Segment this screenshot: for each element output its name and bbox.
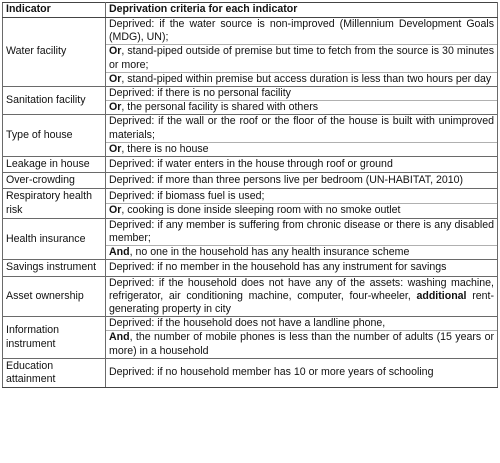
criteria-text: Deprived: if no household member has 10 or more years of schooling bbox=[109, 366, 434, 379]
criteria-text: Deprived: if more than three persons live per bedroom (UN-HABITAT, 2010) bbox=[109, 174, 464, 187]
criteria-line bbox=[106, 317, 497, 330]
header-criteria: Deprivation criteria for each indicator bbox=[106, 3, 498, 18]
criteria-line bbox=[106, 87, 497, 100]
criteria-cell bbox=[106, 218, 498, 260]
table-row bbox=[3, 115, 498, 157]
indicator-cell: Education attainment bbox=[3, 358, 106, 387]
criteria-text: Deprived: if biomass fuel is used; bbox=[109, 189, 265, 202]
table-row bbox=[3, 260, 498, 276]
criteria-line bbox=[106, 277, 497, 317]
table-row bbox=[3, 358, 498, 387]
criteria-text: , no one in the household has any health insurance scheme bbox=[129, 246, 410, 259]
criteria-text: , the personal facility is shared with others bbox=[121, 101, 319, 114]
criteria-line bbox=[106, 158, 497, 171]
criteria-line bbox=[106, 261, 497, 274]
criteria-cell bbox=[106, 87, 498, 115]
indicator-cell: Type of house bbox=[3, 115, 106, 157]
deprivation-criteria-table bbox=[2, 2, 498, 388]
table-row bbox=[3, 317, 498, 359]
table-row bbox=[3, 189, 498, 218]
criteria-line bbox=[106, 366, 497, 379]
criteria-line bbox=[106, 142, 497, 156]
criteria-text: Deprived: if there is no personal facility bbox=[109, 87, 291, 100]
criteria-text: , the number of mobile phones is less than the number of adults (15 years or more) in a household bbox=[109, 331, 494, 357]
criteria-cell bbox=[106, 157, 498, 173]
criteria-line bbox=[106, 44, 497, 71]
emphasis-word: additional bbox=[416, 289, 467, 302]
table-row bbox=[3, 87, 498, 115]
criteria-text: Deprived: if the wall or the roof or the floor of the house is built with unimproved materials; bbox=[109, 115, 494, 141]
criteria-line bbox=[106, 18, 497, 44]
header-indicator: Indicator bbox=[3, 3, 106, 18]
indicator-cell: Leakage in house bbox=[3, 157, 106, 173]
criteria-cell bbox=[106, 115, 498, 157]
indicator-cell: Sanitation facility bbox=[3, 87, 106, 115]
indicator-cell: Savings instrument bbox=[3, 260, 106, 276]
criteria-text: , stand-piped outside of premise but time to fetch from the source is 30 minutes or more; bbox=[109, 45, 494, 71]
indicator-cell: Over-crowding bbox=[3, 173, 106, 189]
criteria-cell bbox=[106, 260, 498, 276]
criteria-line bbox=[106, 219, 497, 245]
connector-word: Or bbox=[109, 45, 122, 58]
table-row bbox=[3, 218, 498, 260]
criteria-text: Deprived: if the household does not have a landline phone, bbox=[109, 317, 386, 330]
indicator-cell: Information instrument bbox=[3, 317, 106, 359]
criteria-text: , stand-piped within premise but access duration is less than two hours per day bbox=[121, 72, 492, 85]
table-body bbox=[3, 18, 498, 388]
criteria-text: Deprived: if the household does not have any of the assets: washing machine, refrigerator, air conditioning machine, computer, four-wheeler, bbox=[109, 276, 494, 302]
criteria-line bbox=[106, 190, 497, 203]
criteria-line bbox=[106, 245, 497, 259]
criteria-cell bbox=[106, 189, 498, 218]
connector-word: Or bbox=[109, 101, 122, 114]
criteria-line bbox=[106, 100, 497, 114]
criteria-cell bbox=[106, 276, 498, 317]
table-row bbox=[3, 18, 498, 87]
criteria-line bbox=[106, 72, 497, 86]
connector-word: Or bbox=[109, 204, 122, 217]
table-row bbox=[3, 173, 498, 189]
criteria-cell bbox=[106, 173, 498, 189]
header-row bbox=[3, 3, 498, 18]
indicator-cell: Water facility bbox=[3, 18, 106, 87]
criteria-line bbox=[106, 203, 497, 217]
criteria-text: Deprived: if any member is suffering from chronic disease or there is any disabled member; bbox=[109, 218, 494, 245]
criteria-cell bbox=[106, 358, 498, 387]
criteria-line bbox=[106, 115, 497, 141]
connector-word: Or bbox=[109, 72, 122, 85]
connector-word: And bbox=[109, 331, 130, 344]
criteria-cell bbox=[106, 18, 498, 87]
connector-word: Or bbox=[109, 142, 122, 155]
connector-word: And bbox=[109, 246, 130, 259]
table-row bbox=[3, 276, 498, 317]
criteria-line bbox=[106, 174, 497, 187]
indicator-cell: Asset ownership bbox=[3, 276, 106, 317]
criteria-text: , cooking is done inside sleeping room with no smoke outlet bbox=[121, 204, 401, 217]
criteria-text: , there is no house bbox=[121, 142, 209, 155]
criteria-line bbox=[106, 330, 497, 357]
criteria-text: Deprived: if water enters in the house through roof or ground bbox=[109, 158, 393, 171]
criteria-text: Deprived: if no member in the household has any instrument for savings bbox=[109, 261, 447, 274]
table-row bbox=[3, 157, 498, 173]
indicator-cell: Health insurance bbox=[3, 218, 106, 260]
criteria-cell bbox=[106, 317, 498, 359]
indicator-cell: Respiratory health risk bbox=[3, 189, 106, 218]
criteria-text: Deprived: if the water source is non-improved (Millennium Development Goals (MDG), UN); bbox=[109, 18, 494, 44]
criteria-text-tail: rent-generating property in city bbox=[109, 289, 494, 316]
